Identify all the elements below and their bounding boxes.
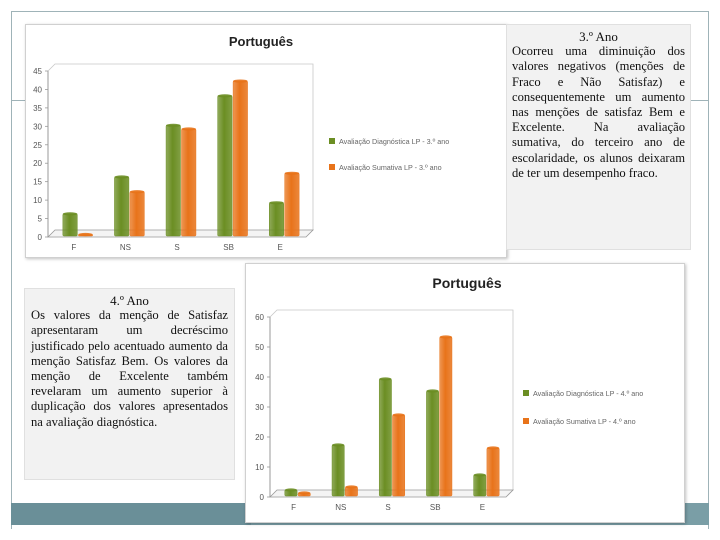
- chart-3-ano: [25, 24, 507, 258]
- bar: [114, 177, 128, 236]
- bar-top: [233, 79, 247, 82]
- note-4-ano-body: Os valores da menção de Satisfaz apresentaram um decréscimo justificado pelo acentuado aumento da menção Satisfaz Bem. Os valores da menção de Excelente também revelaram um aumento superior à duplicação dos valores apresentados na avaliação diagnóstica.: [31, 308, 228, 429]
- bottom-bar-accent: [11, 503, 251, 525]
- y-tick-label: 35: [33, 103, 42, 113]
- y-tick-label: 15: [33, 177, 42, 187]
- legend-label: Avaliação Diagnóstica LP - 3.º ano: [339, 137, 450, 146]
- x-tick-label: F: [291, 503, 297, 512]
- bar-top: [218, 94, 232, 97]
- bar-top: [345, 485, 357, 488]
- y-tick-label: 50: [255, 343, 264, 352]
- y-tick-label: 30: [255, 403, 264, 412]
- chart-title: Português: [432, 275, 502, 291]
- bar: [285, 173, 299, 236]
- y-tick-label: 5: [37, 214, 42, 224]
- chart-title: Português: [228, 34, 294, 49]
- y-tick-label: 60: [255, 313, 264, 322]
- x-tick-label: SB: [223, 243, 234, 252]
- y-tick-label: 40: [255, 373, 264, 382]
- bar-top: [114, 175, 128, 178]
- bar-top: [332, 443, 344, 446]
- y-tick-label: 30: [33, 122, 42, 132]
- legend-swatch: [523, 390, 529, 396]
- x-tick-label: NS: [335, 503, 347, 512]
- bar-top: [182, 127, 196, 130]
- y-tick-label: 10: [255, 463, 264, 472]
- note-4-ano-title: 4.º Ano: [110, 293, 149, 308]
- bar: [332, 445, 344, 496]
- bar-top: [474, 473, 486, 476]
- bar-top: [298, 491, 310, 494]
- y-tick-label: 20: [255, 433, 264, 442]
- y-tick-label: 0: [37, 233, 42, 242]
- bar: [379, 379, 391, 496]
- bar: [233, 81, 247, 236]
- note-3-ano: [506, 24, 691, 250]
- y-tick-label: 0: [259, 493, 264, 502]
- bar: [166, 125, 180, 236]
- legend-swatch: [329, 164, 335, 170]
- bar-top: [285, 488, 297, 491]
- x-tick-label: S: [174, 243, 180, 252]
- y-tick-label: 20: [33, 159, 42, 169]
- bar: [130, 192, 144, 236]
- bar-top: [78, 233, 92, 236]
- frame-right: [708, 11, 709, 529]
- bar-top: [440, 335, 452, 338]
- x-tick-label: S: [385, 503, 391, 512]
- x-tick-label: E: [479, 503, 486, 512]
- bar: [63, 214, 77, 236]
- bar: [182, 129, 196, 236]
- y-tick-label: 45: [33, 67, 42, 76]
- legend-swatch: [329, 138, 335, 144]
- bar: [440, 337, 452, 496]
- bar-top: [166, 124, 180, 127]
- bar-top: [269, 201, 283, 204]
- bar-top: [379, 377, 391, 380]
- frame-top: [11, 11, 709, 12]
- note-3-ano-body: Ocorreu uma diminuição dos valores negativos (menções de Fraco e Não Satisfaz) e consequentemente um aumento nas menções de satisfaz Bem e Excelente. Na avaliação sumativa, do terceiro ano de escolaridade, os alunos deixaram de ter um desempenho fraco.: [512, 44, 685, 180]
- bar-top: [130, 190, 144, 193]
- legend-label: Avaliação Sumativa LP - 3.º ano: [339, 163, 442, 172]
- x-tick-label: F: [71, 243, 77, 252]
- bar: [393, 415, 405, 496]
- legend-label: Avaliação Sumativa LP - 4.º ano: [533, 417, 636, 426]
- bar-top: [393, 413, 405, 416]
- bar-top: [426, 389, 438, 392]
- bar: [269, 203, 283, 236]
- y-tick-label: 25: [33, 140, 42, 150]
- bar-top: [63, 212, 77, 215]
- note-4-ano: [24, 288, 235, 480]
- bar: [474, 475, 486, 496]
- chart-4-ano: [245, 263, 685, 523]
- bar: [487, 448, 499, 496]
- x-tick-label: E: [277, 243, 283, 252]
- note-3-ano-title: 3.º Ano: [579, 29, 618, 44]
- bar: [426, 391, 438, 496]
- chart-3-ano-svg: [26, 25, 506, 257]
- bar-top: [285, 172, 299, 175]
- bar-top: [487, 446, 499, 449]
- decor-line-left: [11, 100, 25, 101]
- y-tick-label: 10: [33, 196, 42, 206]
- legend-swatch: [523, 418, 529, 424]
- chart-4-ano-svg: [246, 264, 684, 522]
- x-tick-label: NS: [119, 243, 131, 252]
- x-tick-label: SB: [429, 503, 441, 512]
- bar: [218, 96, 232, 236]
- y-tick-label: 40: [33, 85, 42, 95]
- frame-left: [11, 11, 12, 529]
- legend-label: Avaliação Diagnóstica LP - 4.º ano: [533, 389, 644, 398]
